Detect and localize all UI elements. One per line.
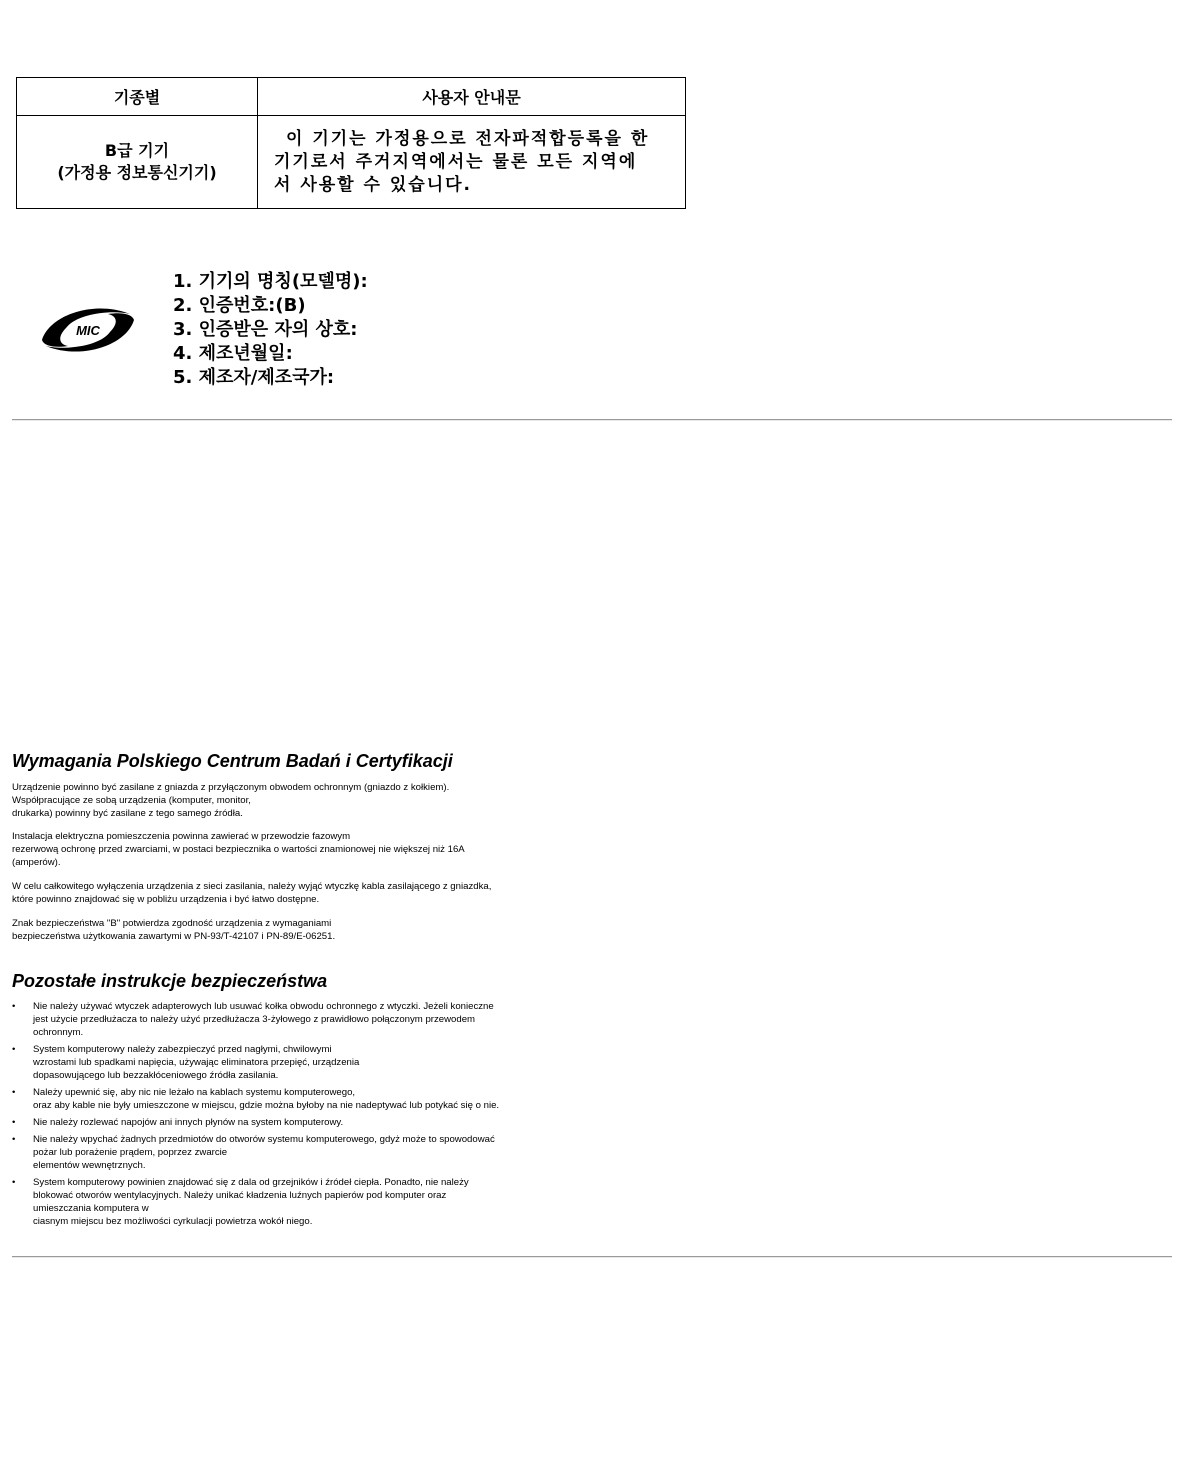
list-item (12, 1086, 582, 1112)
mic-logo-text: MIC (76, 323, 100, 338)
safety-instructions-list (12, 1000, 582, 1232)
paragraph-line: W celu całkowitego wyłączenia urządzenia z sieci zasilania, należy wyjąć wtyczkę kabla zasilającego z gniazdka, (12, 881, 492, 892)
list-item (12, 1176, 582, 1228)
mic-logo (38, 300, 138, 360)
paragraph-line: Znak bezpieczeństwa "B" potwierdza zgodność urządzenia z wymaganiami (12, 918, 332, 929)
section-heading-polish-certification: Wymagania Polskiego Centrum Badań i Certyfikacji (12, 751, 453, 771)
list-item-line: wzrostami lub spadkami napięcia, używając eliminatora przepięć, urządzenia (33, 1057, 360, 1068)
list-item (12, 1133, 582, 1172)
class-line: B급 기기 (104, 141, 170, 160)
mic-info-list (173, 270, 368, 390)
list-item-line: dopasowującego lub bezzakłóceniowego źródła zasilania. (33, 1070, 279, 1081)
section-heading-safety-instructions: Pozostałe instrukcje bezpieczeństwa (12, 971, 328, 991)
paragraph-line: Urządzenie powinno być zasilane z gniazda z przyłączonym obwodem ochronnym (gniazdo z kołkiem). (12, 782, 450, 793)
bullet-icon: • (12, 1087, 16, 1098)
class-line: (가정용 정보통신기기) (57, 163, 217, 182)
list-item-line: oraz aby kable nie były umieszczone w miejscu, gdzie można byłoby na nie nadeptywać lub potykać się o nie. (33, 1100, 500, 1111)
list-item-line: ochronnym. (33, 1027, 84, 1038)
mic-info-item: 1. 기기의 명칭(모델명): (173, 271, 368, 292)
list-item (12, 1043, 582, 1082)
list-item-line: ciasnym miejscu bez możliwości cyrkulacji powietrza wokół niego. (33, 1216, 313, 1227)
list-item-line: Nie należy rozlewać napojów ani innych płynów na system komputerowy. (33, 1117, 344, 1128)
paragraph (12, 917, 582, 943)
paragraph-line: drukarka) powinny być zasilane z tego samego źródła. (12, 808, 243, 819)
mic-info-item: 4. 제조년월일: (173, 343, 293, 364)
notice-line: 이 기기는 가정용으로 전자파적합등록을 한 (286, 128, 650, 149)
paragraph-line: Instalacja elektryczna pomieszczenia powinna zawierać w przewodzie fazowym (12, 831, 351, 842)
bullet-icon: • (12, 1044, 16, 1055)
bullet-icon: • (12, 1001, 16, 1012)
paragraph (12, 880, 582, 906)
list-item-line: System komputerowy powinien znajdować się z dala od grzejników i źródeł ciepła. Ponadto, nie należy (33, 1177, 469, 1188)
list-item-line: umieszczania komputera w (33, 1203, 149, 1214)
paragraph-line: które powinno znajdować się w pobliżu urządzenia i być łatwo dostępne. (12, 894, 320, 905)
mic-info-item: 5. 제조자/제조국가: (173, 367, 335, 388)
list-item (12, 1000, 582, 1039)
divider (12, 419, 1172, 421)
paragraph-line: Współpracujące ze sobą urządzenia (komputer, monitor, (12, 795, 251, 806)
notice-line: 서 사용할 수 있습니다. (274, 174, 473, 195)
paragraph-line: rezerwową ochronę przed zwarciami, w postaci bezpiecznika o wartości znamionowej nie większej niż 16A (12, 844, 465, 855)
table-header-notice: 사용자 안내문 (258, 78, 686, 116)
paragraph-line: bezpieczeństwa użytkowania zawartymi w PN-93/T-42107 i PN-89/E-06251. (12, 931, 336, 942)
list-item-line: pożar lub porażenie prądem, poprzez zwarcie (33, 1147, 228, 1158)
paragraph-line: (amperów). (12, 857, 61, 868)
mic-info-item: 3. 인증받은 자의 상호: (173, 319, 358, 340)
list-item-line: elementów wewnętrznych. (33, 1160, 146, 1171)
table-header-class: 기종별 (17, 78, 258, 116)
bullet-icon: • (12, 1134, 16, 1145)
list-item-line: System komputerowy należy zabezpieczyć przed nagłymi, chwilowymi (33, 1044, 332, 1055)
list-item-line: blokować otworów wentylacyjnych. Należy unikać kładzenia luźnych papierów pod komputer oraz (33, 1190, 447, 1201)
table-cell-class (17, 116, 258, 209)
korean-emc-table (16, 77, 686, 209)
divider (12, 1256, 1172, 1258)
list-item-line: Nie należy używać wtyczek adapterowych lub usuwać kołka obwodu ochronnego z wtyczki. Jeżeli konieczne (33, 1001, 494, 1012)
bullet-icon: • (12, 1177, 16, 1188)
list-item-line: jest użycie przedłużacza to należy użyć przedłużacza 3-żyłowego z prawidłowo połączonym przewodem (33, 1014, 476, 1025)
bullet-icon: • (12, 1117, 16, 1128)
list-item-line: Należy upewnić się, aby nic nie leżało na kablach systemu komputerowego, (33, 1087, 356, 1098)
table-cell-notice (258, 116, 686, 209)
paragraph (12, 830, 582, 869)
list-item (12, 1116, 582, 1129)
notice-line: 기기로서 주거지역에서는 물론 모든 지역에 (274, 151, 638, 172)
mic-info-item: 2. 인증번호:(B) (173, 295, 306, 316)
paragraph (12, 781, 582, 820)
list-item-line: Nie należy wpychać żadnych przedmiotów do otworów systemu komputerowego, gdyż może to spowodować (33, 1134, 495, 1145)
